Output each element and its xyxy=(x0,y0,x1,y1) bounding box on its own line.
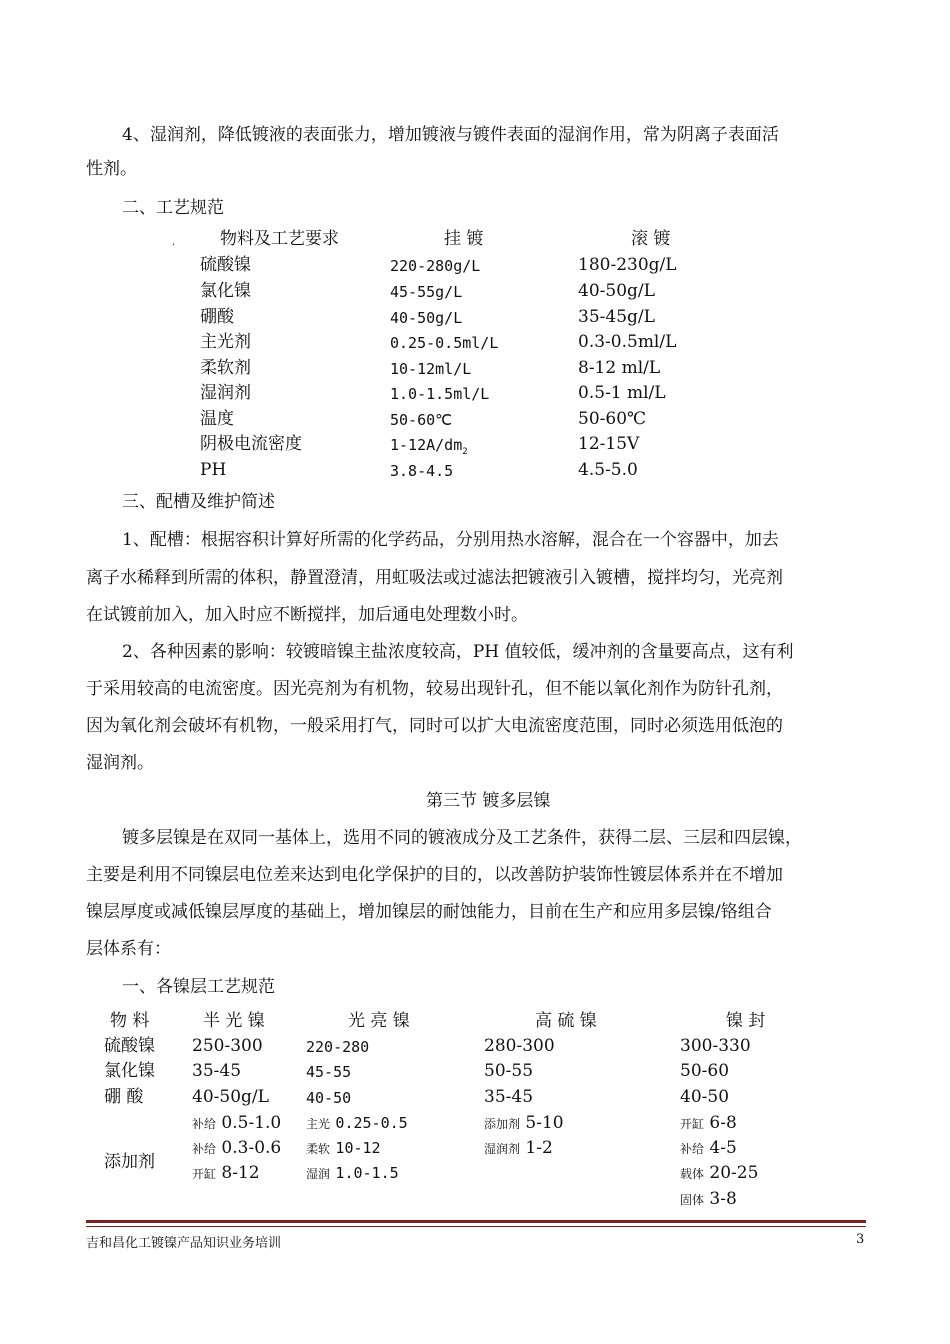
table-cell: 8-12 ml/L xyxy=(578,358,661,378)
table-cell: 3.8-4.5 xyxy=(390,462,454,480)
table-cell: 35-45g/L xyxy=(578,307,655,327)
additive-label: 固体 xyxy=(680,1193,705,1207)
paragraph-line: 湿润剂。 xyxy=(86,753,154,773)
table-cell: 硫酸镍 xyxy=(200,255,251,275)
table-cell: 4.5-5.0 xyxy=(578,460,638,480)
additive-item xyxy=(306,1111,408,1137)
table-cell: 35-45 xyxy=(484,1087,534,1107)
paragraph-line: 镍层厚度或减低镍层厚度的基础上，增加镍层的耐蚀能力，目前在生产和应用多层镍/铬组合 xyxy=(86,902,772,922)
table-cell: 40-50 xyxy=(680,1087,730,1107)
additive-label: 补给 xyxy=(192,1117,217,1131)
table-cell: 12-15V xyxy=(578,434,640,454)
subscript: 2 xyxy=(462,447,468,457)
additive-label: 主光 xyxy=(306,1117,331,1131)
additive-value: 0.5-1.0 xyxy=(221,1113,282,1133)
additive-value: 10-12 xyxy=(335,1139,381,1157)
paragraph-line: 2、各种因素的影响：较镀暗镍主盐浓度较高，PH 值较低，缓冲剂的含量要高点，这有利 xyxy=(122,642,794,662)
paragraph-line: 镀多层镍是在双同一基体上，选用不同的镀液成分及工艺条件，获得二层、三层和四层镍， xyxy=(122,828,802,848)
table-cell: 0.25-0.5ml/L xyxy=(390,334,499,352)
paragraph-line: 主要是利用不同镍层电位差来达到电化学保护的目的，以改善防护装饰性镀层体系并在不增加 xyxy=(86,865,783,885)
additive-label: 载体 xyxy=(680,1167,705,1181)
additive-label: 湿润剂 xyxy=(484,1142,521,1156)
paragraph-line: 在试镀前加入，加入时应不断搅拌，加后通电处理数小时。 xyxy=(86,605,528,625)
page-number: 3 xyxy=(856,1232,865,1247)
table-cell: 40-50g/L xyxy=(390,309,463,327)
section-title: 第三节 镀多层镍 xyxy=(426,791,551,811)
table-header: 光 亮 镍 xyxy=(348,1011,410,1031)
table-cell: 300-330 xyxy=(680,1036,751,1056)
table-cell: 45-55 xyxy=(306,1063,352,1081)
additive-label: 补给 xyxy=(192,1142,217,1156)
additive-label: 湿润 xyxy=(306,1167,331,1181)
additive-item xyxy=(306,1136,381,1162)
additive-value: 0.25-0.5 xyxy=(335,1114,408,1132)
additive-item xyxy=(192,1161,260,1187)
additive-item xyxy=(484,1111,564,1137)
additive-value: 5-10 xyxy=(525,1113,564,1133)
table-cell: 45-55g/L xyxy=(390,283,463,301)
additive-value: 6-8 xyxy=(709,1113,737,1133)
table-header: 半 光 镍 xyxy=(203,1011,265,1031)
section-heading: 二、工艺规范 xyxy=(122,198,224,218)
paragraph-line: 1、配槽：根据容积计算好所需的化学药品，分别用热水溶解，混合在一个容器中，加去 xyxy=(122,530,779,550)
additive-label: 添加剂 xyxy=(484,1117,521,1131)
table-cell: 220-280g/L xyxy=(390,257,481,275)
paragraph-line: 因为氧化剂会破坏有机物，一般采用打气，同时可以扩大电流密度范围，同时必须选用低泡的 xyxy=(86,716,783,736)
table-cell: 0.3-0.5ml/L xyxy=(578,332,677,352)
table-cell: 10-12ml/L xyxy=(390,360,472,378)
additive-item xyxy=(192,1111,281,1137)
table-cell-text: 1-12A/dm xyxy=(390,436,463,454)
section-heading: 一、各镍层工艺规范 xyxy=(122,977,275,997)
table-dot: . xyxy=(172,237,176,248)
table-cell: 35-45 xyxy=(192,1061,242,1081)
footer-rule xyxy=(86,1220,866,1223)
additive-item xyxy=(192,1136,281,1162)
additive-label: 柔软 xyxy=(306,1142,331,1156)
section-heading: 三、配槽及维护简述 xyxy=(122,492,275,512)
additive-value: 0.3-0.6 xyxy=(221,1138,282,1158)
additive-label: 开缸 xyxy=(192,1167,217,1181)
additive-item xyxy=(680,1161,758,1187)
additive-item xyxy=(680,1136,737,1162)
table-cell: 氯化镍 xyxy=(104,1061,155,1081)
paragraph-line: 离子水稀释到所需的体积，静置澄清，用虹吸法或过滤法把镀液引入镀槽，搅拌均匀，光亮剂 xyxy=(86,568,783,588)
table-cell: 湿润剂 xyxy=(200,383,251,403)
table-cell: 硼酸 xyxy=(200,307,234,327)
table-cell: 硼 酸 xyxy=(104,1087,144,1107)
additive-item xyxy=(680,1187,737,1213)
table-header: 镍 封 xyxy=(726,1011,766,1031)
additive-value: 8-12 xyxy=(221,1163,260,1183)
paragraph-line: 性剂。 xyxy=(86,159,137,179)
additive-item xyxy=(306,1161,399,1187)
additive-label: 开缸 xyxy=(680,1117,705,1131)
table-cell: 氯化镍 xyxy=(200,281,251,301)
table-cell: 280-300 xyxy=(484,1036,555,1056)
additive-value: 4-5 xyxy=(709,1138,737,1158)
table-cell: 柔软剂 xyxy=(200,358,251,378)
table-cell: 50-55 xyxy=(484,1061,534,1081)
table-cell: 50-60℃ xyxy=(578,409,647,429)
table-cell: 220-280 xyxy=(306,1038,370,1056)
paragraph-line: 4、湿润剂，降低镀液的表面张力，增加镀液与镀件表面的湿润作用，常为阴离子表面活 xyxy=(122,125,779,145)
table-cell: 40-50g/L xyxy=(192,1087,269,1107)
table-cell: 阴极电流密度 xyxy=(200,434,302,454)
table-cell: 添加剂 xyxy=(104,1152,155,1172)
table-header: 滚 镀 xyxy=(631,229,671,249)
additive-label: 补给 xyxy=(680,1142,705,1156)
additive-item xyxy=(484,1136,553,1162)
table-cell: 主光剂 xyxy=(200,332,251,352)
table-header: 物料及工艺要求 xyxy=(220,229,339,249)
table-cell: 40-50 xyxy=(306,1089,352,1107)
table-cell: 50-60 xyxy=(680,1061,730,1081)
table-header: 物 料 xyxy=(110,1011,150,1031)
table-cell: 180-230g/L xyxy=(578,255,677,275)
footer-text: 吉和昌化工镀镍产品知识业务培训 xyxy=(86,1236,282,1251)
table-cell: 50-60℃ xyxy=(390,411,452,429)
additive-value: 1-2 xyxy=(525,1138,553,1158)
paragraph-line: 层体系有： xyxy=(86,939,171,959)
table-cell: 250-300 xyxy=(192,1036,263,1056)
table-cell: 硫酸镍 xyxy=(104,1036,155,1056)
table-cell: PH xyxy=(200,460,227,480)
additive-value: 3-8 xyxy=(709,1189,737,1209)
table-header: 高 硫 镍 xyxy=(535,1011,597,1031)
paragraph-line: 于采用较高的电流密度。因光亮剂为有机物，较易出现针孔，但不能以氧化剂作为防针孔剂， xyxy=(86,679,783,699)
additive-item xyxy=(680,1111,737,1137)
additive-value: 1.0-1.5 xyxy=(335,1164,399,1182)
table-cell: 1.0-1.5ml/L xyxy=(390,385,490,403)
additive-value: 20-25 xyxy=(709,1163,759,1183)
table-cell: 温度 xyxy=(200,409,234,429)
table-header: 挂 镀 xyxy=(444,229,484,249)
footer-rule-thin xyxy=(86,1226,866,1227)
table-cell: 40-50g/L xyxy=(578,281,655,301)
table-cell: 0.5-1 ml/L xyxy=(578,383,666,403)
